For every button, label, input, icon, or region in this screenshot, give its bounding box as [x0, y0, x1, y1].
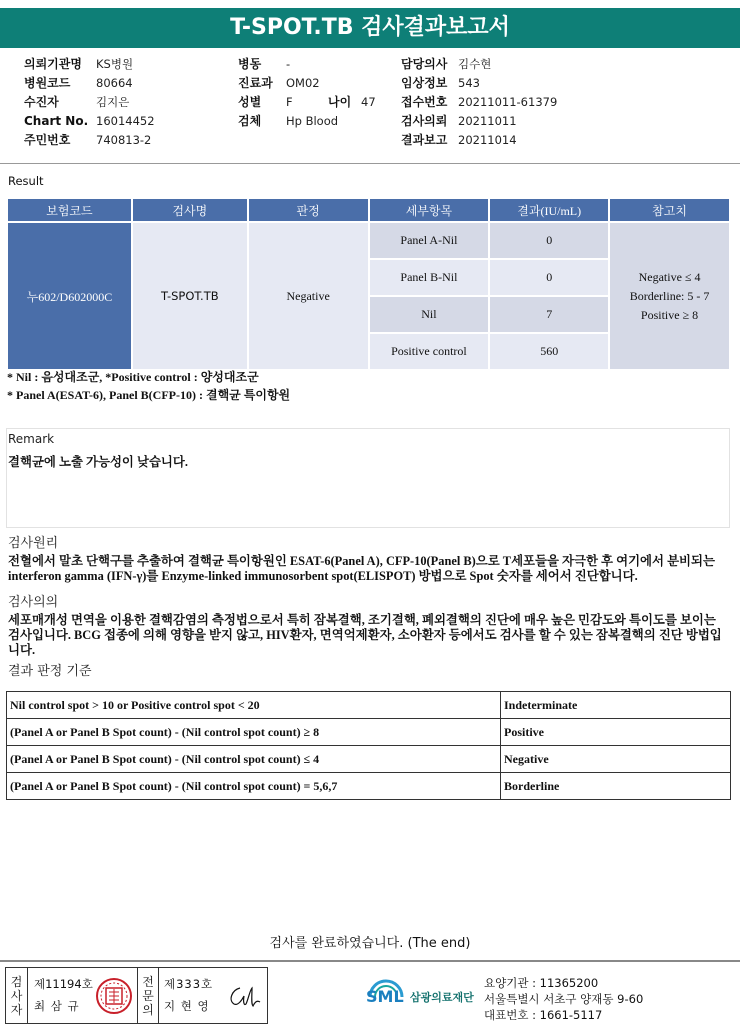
table-row	[7, 719, 731, 746]
label: 성별	[238, 95, 262, 109]
label: 검체	[238, 114, 262, 128]
physician-signature-icon	[226, 982, 262, 1010]
label: 담당의사	[401, 57, 448, 71]
value: 20211011-61379	[458, 95, 558, 109]
value: 80664	[96, 76, 133, 90]
label: 주민번호	[24, 133, 71, 147]
physician-name: 지 현 영	[164, 999, 210, 1013]
examiner-name: 최 삼 규	[34, 999, 80, 1013]
value: 16014452	[96, 114, 155, 128]
company-info	[484, 975, 643, 1023]
value: -	[286, 57, 291, 71]
end-text: 검사를 완료하였습니다. (The end)	[269, 936, 471, 951]
col-header: 판정	[249, 199, 368, 221]
criteria-title: 결과 판정 기준	[8, 664, 92, 679]
value: OM02	[286, 76, 320, 90]
detail-item: Panel A-Nil	[370, 223, 489, 258]
value: 김수현	[458, 57, 492, 71]
examiner-label	[6, 968, 28, 1023]
header-col3	[401, 55, 557, 150]
criteria-result: Borderline	[501, 773, 731, 800]
age-value: 47	[361, 95, 376, 109]
insurance-code: 누602/D602000C	[8, 223, 131, 369]
value: Hp Blood	[286, 114, 339, 128]
label: 임상정보	[401, 76, 448, 90]
detail-item: Panel B-Nil	[370, 260, 489, 295]
significance-title: 검사의의	[8, 595, 59, 610]
physician-label	[137, 968, 159, 1023]
header-divider	[0, 163, 740, 164]
criteria-condition: Nil control spot > 10 or Positive control spot < 20	[7, 692, 501, 719]
footer-divider	[0, 960, 740, 962]
remark-box	[6, 428, 730, 528]
criteria-result: Negative	[501, 746, 731, 773]
label: 병동	[238, 57, 262, 71]
label: 진료과	[238, 76, 273, 90]
value: 543	[458, 76, 480, 90]
value: 740813-2	[96, 133, 152, 147]
col-header: 결과(IU/mL)	[490, 199, 608, 221]
col-header: 검사명	[133, 199, 247, 221]
label: 접수번호	[401, 95, 448, 109]
label: 결과보고	[401, 133, 448, 147]
logo-text: SML	[366, 987, 404, 1006]
test-name: T-SPOT.TB	[133, 223, 247, 369]
remark-text: 결핵균에 노출 가능성이 낮습니다.	[8, 455, 188, 469]
col-header: 보험코드	[8, 199, 131, 221]
criteria-result: Positive	[501, 719, 731, 746]
principle-title: 검사원리	[8, 536, 59, 551]
report-title: T-SPOT.TB 검사결과보고서	[0, 8, 740, 48]
criteria-condition: (Panel A or Panel B Spot count) - (Nil control spot count) ≥ 8	[7, 719, 501, 746]
age-label: 나이	[328, 95, 352, 109]
physician-label-text: 전 문 의	[142, 974, 154, 1017]
examiner-license: 제11194호	[34, 977, 93, 991]
principle-text: 전혈에서 말초 단핵구를 추출하여 결핵균 특이항원인 ESAT-6(Panel A), CFP-10(Panel B)으로 T세포들을 자극한 후 여기에서 분비되는 interferon gamma (IFN-γ)를 Enzyme-linked immunosorbent spot(ELISPOT) 방법으로 Spot 숫자를 세어서 진단합니다.	[8, 554, 715, 583]
table-row	[7, 692, 731, 719]
criteria-result: Indeterminate	[501, 692, 731, 719]
label: 병원코드	[24, 76, 71, 90]
sml-logo	[366, 975, 476, 1015]
label: 수진자	[24, 95, 59, 109]
org-address: 서울특별시 서초구 양재동 9-60	[484, 992, 644, 1006]
note-nil: * Nil : 음성대조군, *Positive control : 양성대조군	[7, 370, 259, 384]
signature-box	[5, 967, 268, 1024]
table-row	[7, 773, 731, 800]
detail-item: Nil	[370, 297, 489, 332]
judgement: Negative	[249, 223, 368, 369]
value: 김지은	[96, 95, 130, 109]
physician-license: 제333호	[164, 977, 214, 991]
criteria-table	[6, 691, 731, 800]
value: F	[286, 95, 293, 109]
col-header: 세부항목	[370, 199, 489, 221]
result-value: 560	[490, 334, 608, 369]
reference-range	[610, 223, 729, 369]
org-code: 요양기관 : 11365200	[484, 976, 599, 990]
criteria-condition: (Panel A or Panel B Spot count) - (Nil control spot count) ≤ 4	[7, 746, 501, 773]
reference-line: Negative ≤ 4	[638, 269, 701, 284]
criteria-condition: (Panel A or Panel B Spot count) - (Nil control spot count) = 5,6,7	[7, 773, 501, 800]
header-col1	[24, 55, 155, 150]
examiner-seal-icon	[95, 977, 133, 1015]
value: 20211014	[458, 133, 517, 147]
reference-line: Positive ≥ 8	[640, 307, 699, 322]
result-value: 0	[490, 223, 608, 258]
remark-title: Remark	[8, 432, 55, 446]
label: 의뢰기관명	[24, 57, 82, 71]
result-table	[6, 197, 731, 371]
label: Chart No.	[24, 114, 89, 128]
header-col2	[238, 55, 376, 131]
detail-item: Positive control	[370, 334, 489, 369]
value: 20211011	[458, 114, 517, 128]
table-row	[7, 746, 731, 773]
result-label: Result	[8, 174, 44, 188]
examiner-label-text: 검 사 자	[10, 974, 23, 1017]
result-value: 0	[490, 260, 608, 295]
col-header: 참고치	[610, 199, 729, 221]
org-phone: 대표번호 : 1661-5117	[484, 1008, 603, 1022]
value: KS병원	[96, 57, 134, 71]
org-name: 삼광의료재단	[410, 991, 474, 1004]
result-value: 7	[490, 297, 608, 332]
significance-text: 세포매개성 면역을 이용한 결핵감염의 측정법으로서 특히 잠복결핵, 조기결핵, 폐외결핵의 진단에 매우 높은 민감도와 특이도를 보이는 검사입니다. BCG 접종에 의해 영향을 받지 않고, HIV환자, 면역억제환자, 소아환자 등에서도 검사를 할 수 있는 잠복결핵의 진단 방법입니다.	[8, 613, 722, 657]
reference-line: Borderline: 5 - 7	[629, 288, 710, 303]
note-panel: * Panel A(ESAT-6), Panel B(CFP-10) : 결핵균 특이항원	[7, 388, 291, 402]
label: 검사의뢰	[401, 114, 448, 128]
